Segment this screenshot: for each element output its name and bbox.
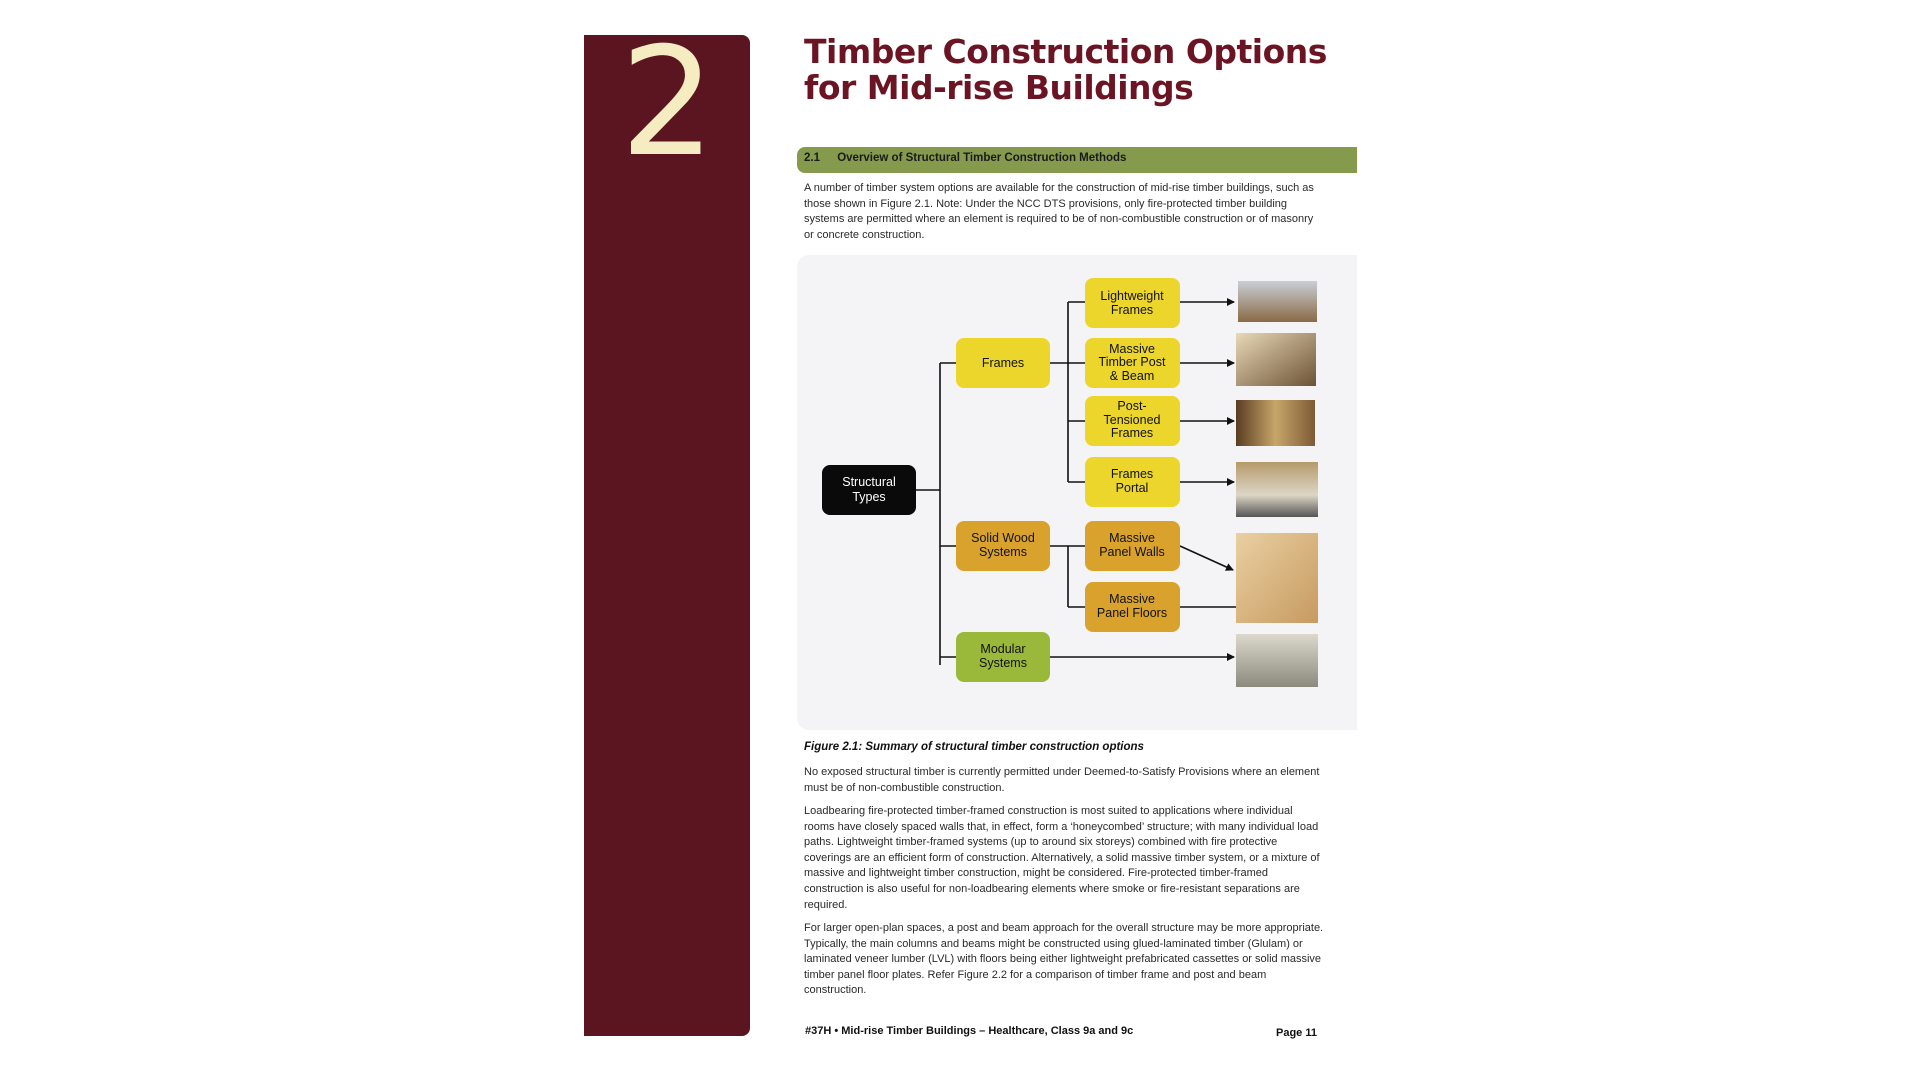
box-solid-wood-label-2: Systems xyxy=(979,545,1027,559)
footer-page-number: Page 11 xyxy=(1276,1027,1317,1039)
photo-modular xyxy=(1236,634,1318,687)
section-number: 2.1 xyxy=(804,152,820,164)
connector-root-trunk xyxy=(916,363,956,665)
box-frames xyxy=(956,338,1050,388)
body-paragraph-2: Loadbearing fire-protected timber-framed construction is most suited to applications where individual rooms have closely spaced walls that, in effect, form a ‘honeycombed’ structure; with many individual load paths. Lightweight timber-framed systems (up to around six storeys) combined with fire protective coverings are an efficient form of construction. Alternatively, a solid massive timber system, or a mixture of massive and lightweight timber construction, might be considered. Fire-protected timber-framed construction is also useful for non-loadbearing elements where smoke or fire-resistant separations are required. xyxy=(804,805,1320,911)
intro-paragraph: A number of timber system options are available for the construction of mid-rise timber buildings, such as those shown in Figure 2.1. Note: Under the NCC DTS provisions, only fire-protected timber building systems are permitted where an element is required to be of non-combustible construction or of masonry or concrete construction. xyxy=(804,182,1314,241)
box-panel-floors-label-2: Panel Floors xyxy=(1096,606,1168,620)
box-lightweight-label-2: Frames xyxy=(1110,303,1154,317)
photo-frames-portal xyxy=(1236,462,1318,517)
section-title: Overview of Structural Timber Construction Methods xyxy=(837,152,1127,164)
connector-frames-branch xyxy=(1050,302,1085,482)
box-frames-portal xyxy=(1085,457,1180,507)
photo-massive-post-beam xyxy=(1236,333,1316,386)
arrow-panel-walls xyxy=(1180,546,1233,570)
box-massive-post-label-2: Timber Post xyxy=(1098,355,1166,369)
box-structural-types-label-1: Structural xyxy=(842,475,896,489)
page-title-line-1: Timber Construction Options xyxy=(804,32,1327,71)
footer-publication: #37H • Mid-rise Timber Buildings – Healthcare, Class 9a and 9c xyxy=(805,1025,1134,1037)
box-massive-timber-post-beam xyxy=(1085,338,1180,388)
box-massive-panel-walls xyxy=(1085,521,1180,571)
box-lightweight-frames xyxy=(1085,278,1180,328)
body-paragraph-3: For larger open-plan spaces, a post and beam approach for the overall structure may be more appropriate. Typically, the main columns and beams might be constructed using glued-laminated timber (Glulam) or laminated veneer lumber (LVL) with floors being either lightweight prefabricated cassettes or solid massive timber panel floor plates. Refer Figure 2.2 for a comparison of timber frame and post and beam construction. xyxy=(804,922,1324,997)
photo-massive-panels xyxy=(1236,533,1318,623)
box-massive-panel-floors xyxy=(1085,582,1180,632)
figure-caption: Figure 2.1: Summary of structural timber construction options xyxy=(804,741,1144,753)
box-frames-label: Frames xyxy=(981,356,1025,370)
box-modular-systems xyxy=(956,632,1050,682)
box-lightweight-label-1: Lightweight xyxy=(1100,289,1164,303)
connector-solid-branch xyxy=(1050,546,1085,607)
chapter-number: 2 xyxy=(620,16,716,190)
box-structural-types-label-2: Types xyxy=(852,490,886,504)
box-post-tensioned-label-3: Frames xyxy=(1110,426,1154,440)
box-panel-walls-label-1: Massive xyxy=(1109,531,1155,545)
box-post-tensioned-label-1: Post- xyxy=(1117,399,1147,413)
box-solid-wood-systems xyxy=(956,521,1050,571)
body-paragraph-1: No exposed structural timber is currently permitted under Deemed-to-Satisfy Provisions where an element must be of non-combustible construction. xyxy=(804,766,1320,794)
box-structural-types xyxy=(822,465,916,515)
box-frames-portal-label-2: Portal xyxy=(1115,481,1149,495)
box-modular-label-2: Systems xyxy=(979,656,1027,670)
box-massive-post-label-1: Massive xyxy=(1109,342,1155,356)
box-massive-post-label-3: & Beam xyxy=(1109,369,1155,383)
box-modular-label-1: Modular xyxy=(980,642,1026,656)
box-post-tensioned-frames xyxy=(1085,396,1180,446)
photo-post-tensioned xyxy=(1236,400,1315,446)
box-post-tensioned-label-2: Tensioned xyxy=(1103,413,1161,427)
box-solid-wood-label-1: Solid Wood xyxy=(971,531,1035,545)
box-panel-walls-label-2: Panel Walls xyxy=(1099,545,1165,559)
photo-lightweight-frames xyxy=(1238,281,1317,322)
box-frames-portal-label-1: Frames xyxy=(1110,467,1154,481)
page-title-line-2: for Mid-rise Buildings xyxy=(804,68,1194,107)
box-panel-floors-label-1: Massive xyxy=(1109,592,1155,606)
